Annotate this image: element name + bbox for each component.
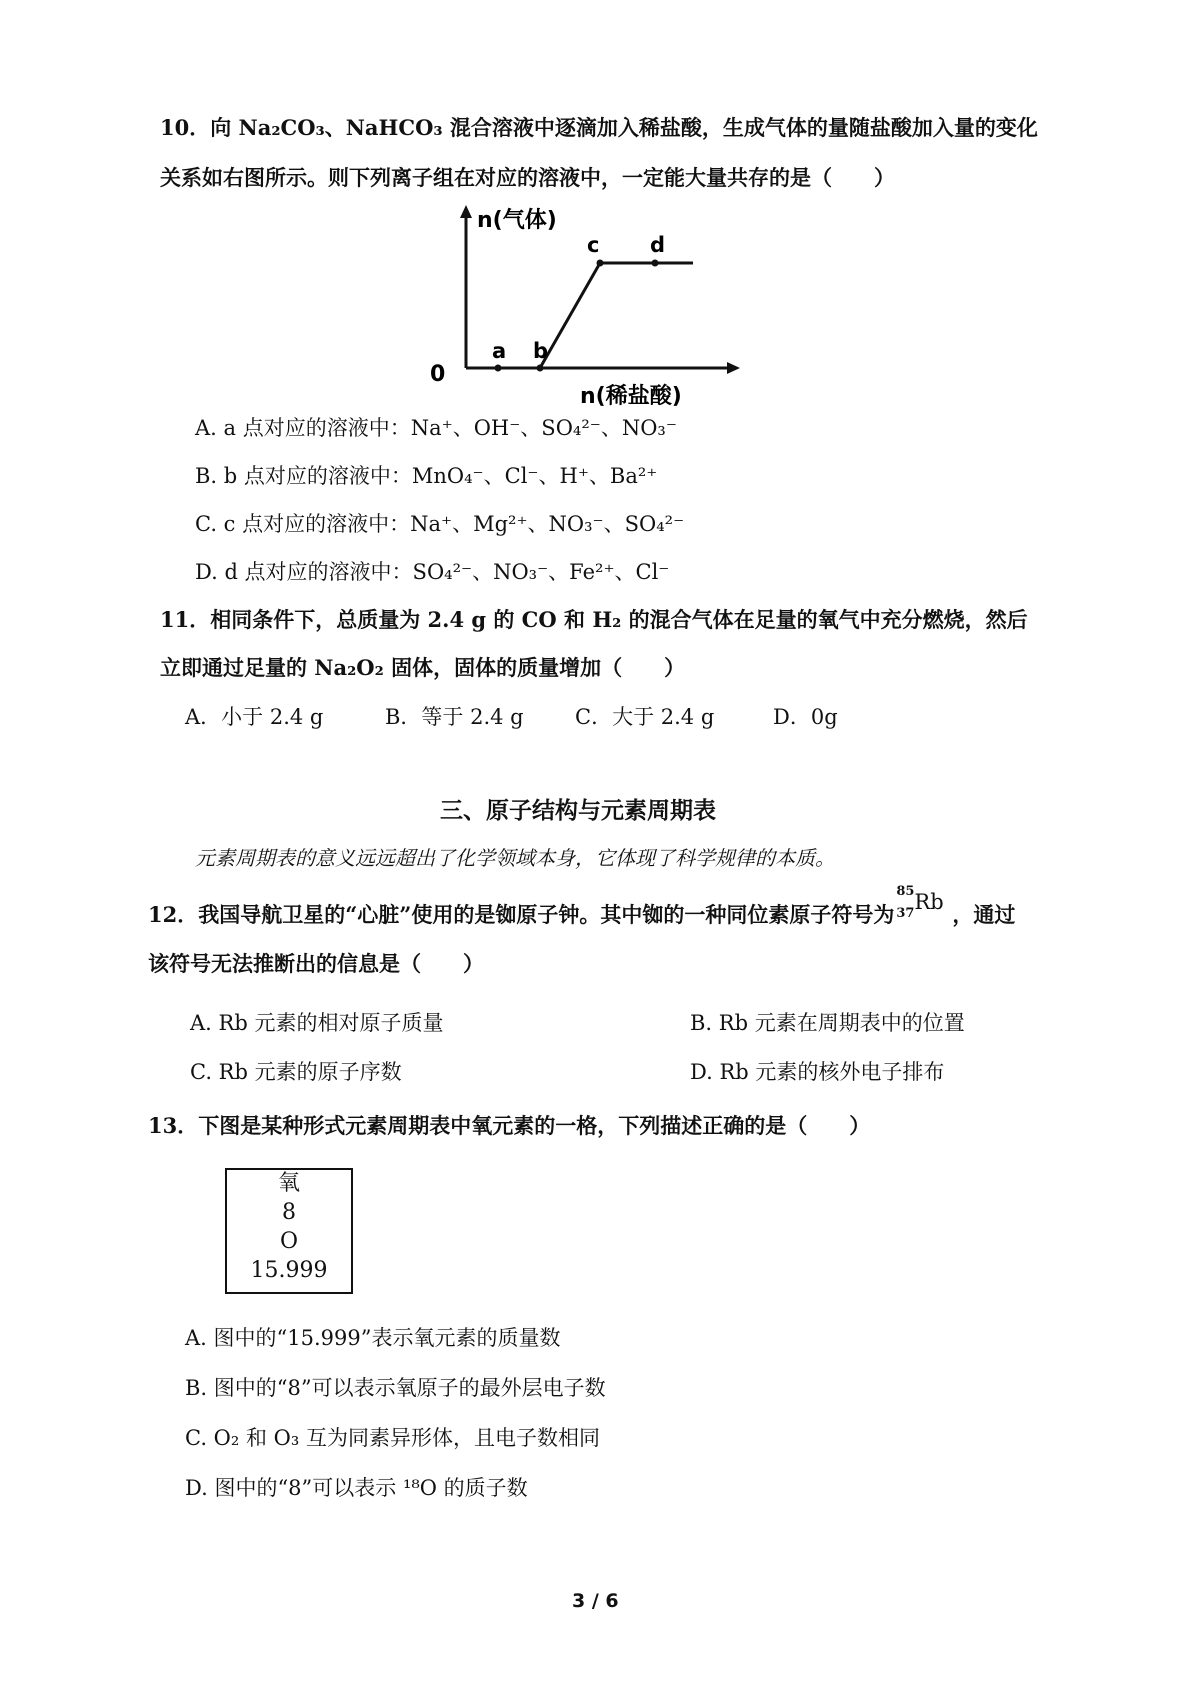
q13-option-a: A. 图中的“15.999”表示氧元素的质量数 <box>185 1326 561 1350</box>
q11-option-a: A．小于 2.4 g <box>185 705 324 729</box>
q11-stem-line2: 立即通过足量的 Na₂O₂ 固体，固体的质量增加（ ） <box>160 655 686 680</box>
q10-option-d: D. d 点对应的溶液中：SO₄²⁻、NO₃⁻、Fe²⁺、Cl⁻ <box>195 560 670 584</box>
point-label-c: c <box>587 233 600 257</box>
point-label-a: a <box>492 339 507 363</box>
q10-option-a: A. a 点对应的溶液中：Na⁺、OH⁻、SO₄²⁻、NO₃⁻ <box>195 416 677 440</box>
x-axis-arrow <box>727 362 740 374</box>
q11-option-d: D．0g <box>773 705 838 729</box>
point-label-b: b <box>533 339 549 363</box>
q13-stem: 13．下图是某种形式元素周期表中氧元素的一格，下列描述正确的是（ ） <box>148 1113 871 1138</box>
q12-stem-text-end: ，通过 <box>952 902 1016 927</box>
q10-option-c: C. c 点对应的溶液中：Na⁺、Mg²⁺、NO₃⁻、SO₄²⁻ <box>195 512 685 536</box>
q12-option-d: D. Rb 元素的核外电子排布 <box>690 1060 945 1084</box>
point-a <box>495 365 502 372</box>
gas-vs-acid-chart <box>430 205 750 410</box>
element-atomic-number: 8 <box>282 1200 296 1225</box>
q11-stem-line1: 11．相同条件下，总质量为 2.4 g 的 CO 和 H₂ 的混合气体在足量的氧气中充分燃烧，然后 <box>160 607 1028 632</box>
oxygen-element-box <box>225 1168 353 1294</box>
element-name: 氧 <box>277 1171 300 1196</box>
element-symbol: O <box>279 1229 299 1254</box>
q12-stem-line1 <box>148 884 1016 929</box>
isotope-mass-number: 85 <box>896 884 915 899</box>
q11-option-b: B．等于 2.4 g <box>385 705 524 729</box>
isotope-element-symbol: Rb <box>914 890 944 914</box>
point-label-d: d <box>650 233 666 257</box>
q13-option-d: D. 图中的“8”可以表示 ¹⁸O 的质子数 <box>185 1476 528 1500</box>
q12-option-b: B. Rb 元素在周期表中的位置 <box>690 1011 965 1035</box>
y-axis-label: n(气体) <box>477 208 557 233</box>
q13-option-b: B. 图中的“8”可以表示氧原子的最外层电子数 <box>185 1376 606 1400</box>
q10-stem-line2: 关系如右图所示。则下列离子组在对应的溶液中，一定能大量共存的是（ ） <box>160 165 895 190</box>
section-title: 三、原子结构与元素周期表 <box>440 798 716 824</box>
point-d <box>652 260 659 267</box>
x-axis-label: n(稀盐酸) <box>580 384 682 409</box>
point-b <box>537 365 544 372</box>
q10-option-b: B. b 点对应的溶液中：MnO₄⁻、Cl⁻、H⁺、Ba²⁺ <box>195 464 658 488</box>
q12-stem-line2: 该符号无法推断出的信息是（ ） <box>148 951 484 976</box>
q13-option-c: C. O₂ 和 O₃ 互为同素异形体，且电子数相同 <box>185 1426 600 1450</box>
origin-label: 0 <box>430 362 446 387</box>
page-number: 3 / 6 <box>572 1590 619 1612</box>
element-atomic-mass: 15.999 <box>250 1258 328 1283</box>
q12-option-a: A. Rb 元素的相对原子质量 <box>190 1011 444 1035</box>
section-motto: 元素周期表的意义远远超出了化学领域本身，它体现了科学规律的本质。 <box>195 846 835 870</box>
rb-isotope-symbol <box>894 884 952 922</box>
q10-stem-line1: 10．向 Na₂CO₃、NaHCO₃ 混合溶液中逐滴加入稀盐酸，生成气体的量随盐酸加入量的变化 <box>160 115 1038 140</box>
y-axis-arrow <box>460 205 472 218</box>
gas-curve <box>540 263 693 368</box>
q11-option-c: C．大于 2.4 g <box>575 705 715 729</box>
q12-option-c: C. Rb 元素的原子序数 <box>190 1060 402 1084</box>
point-c <box>597 260 604 267</box>
isotope-atomic-number: 37 <box>896 906 915 921</box>
q12-stem-text: 12．我国导航卫星的“心脏”使用的是铷原子钟。其中铷的一种同位素原子符号为 <box>148 902 895 927</box>
